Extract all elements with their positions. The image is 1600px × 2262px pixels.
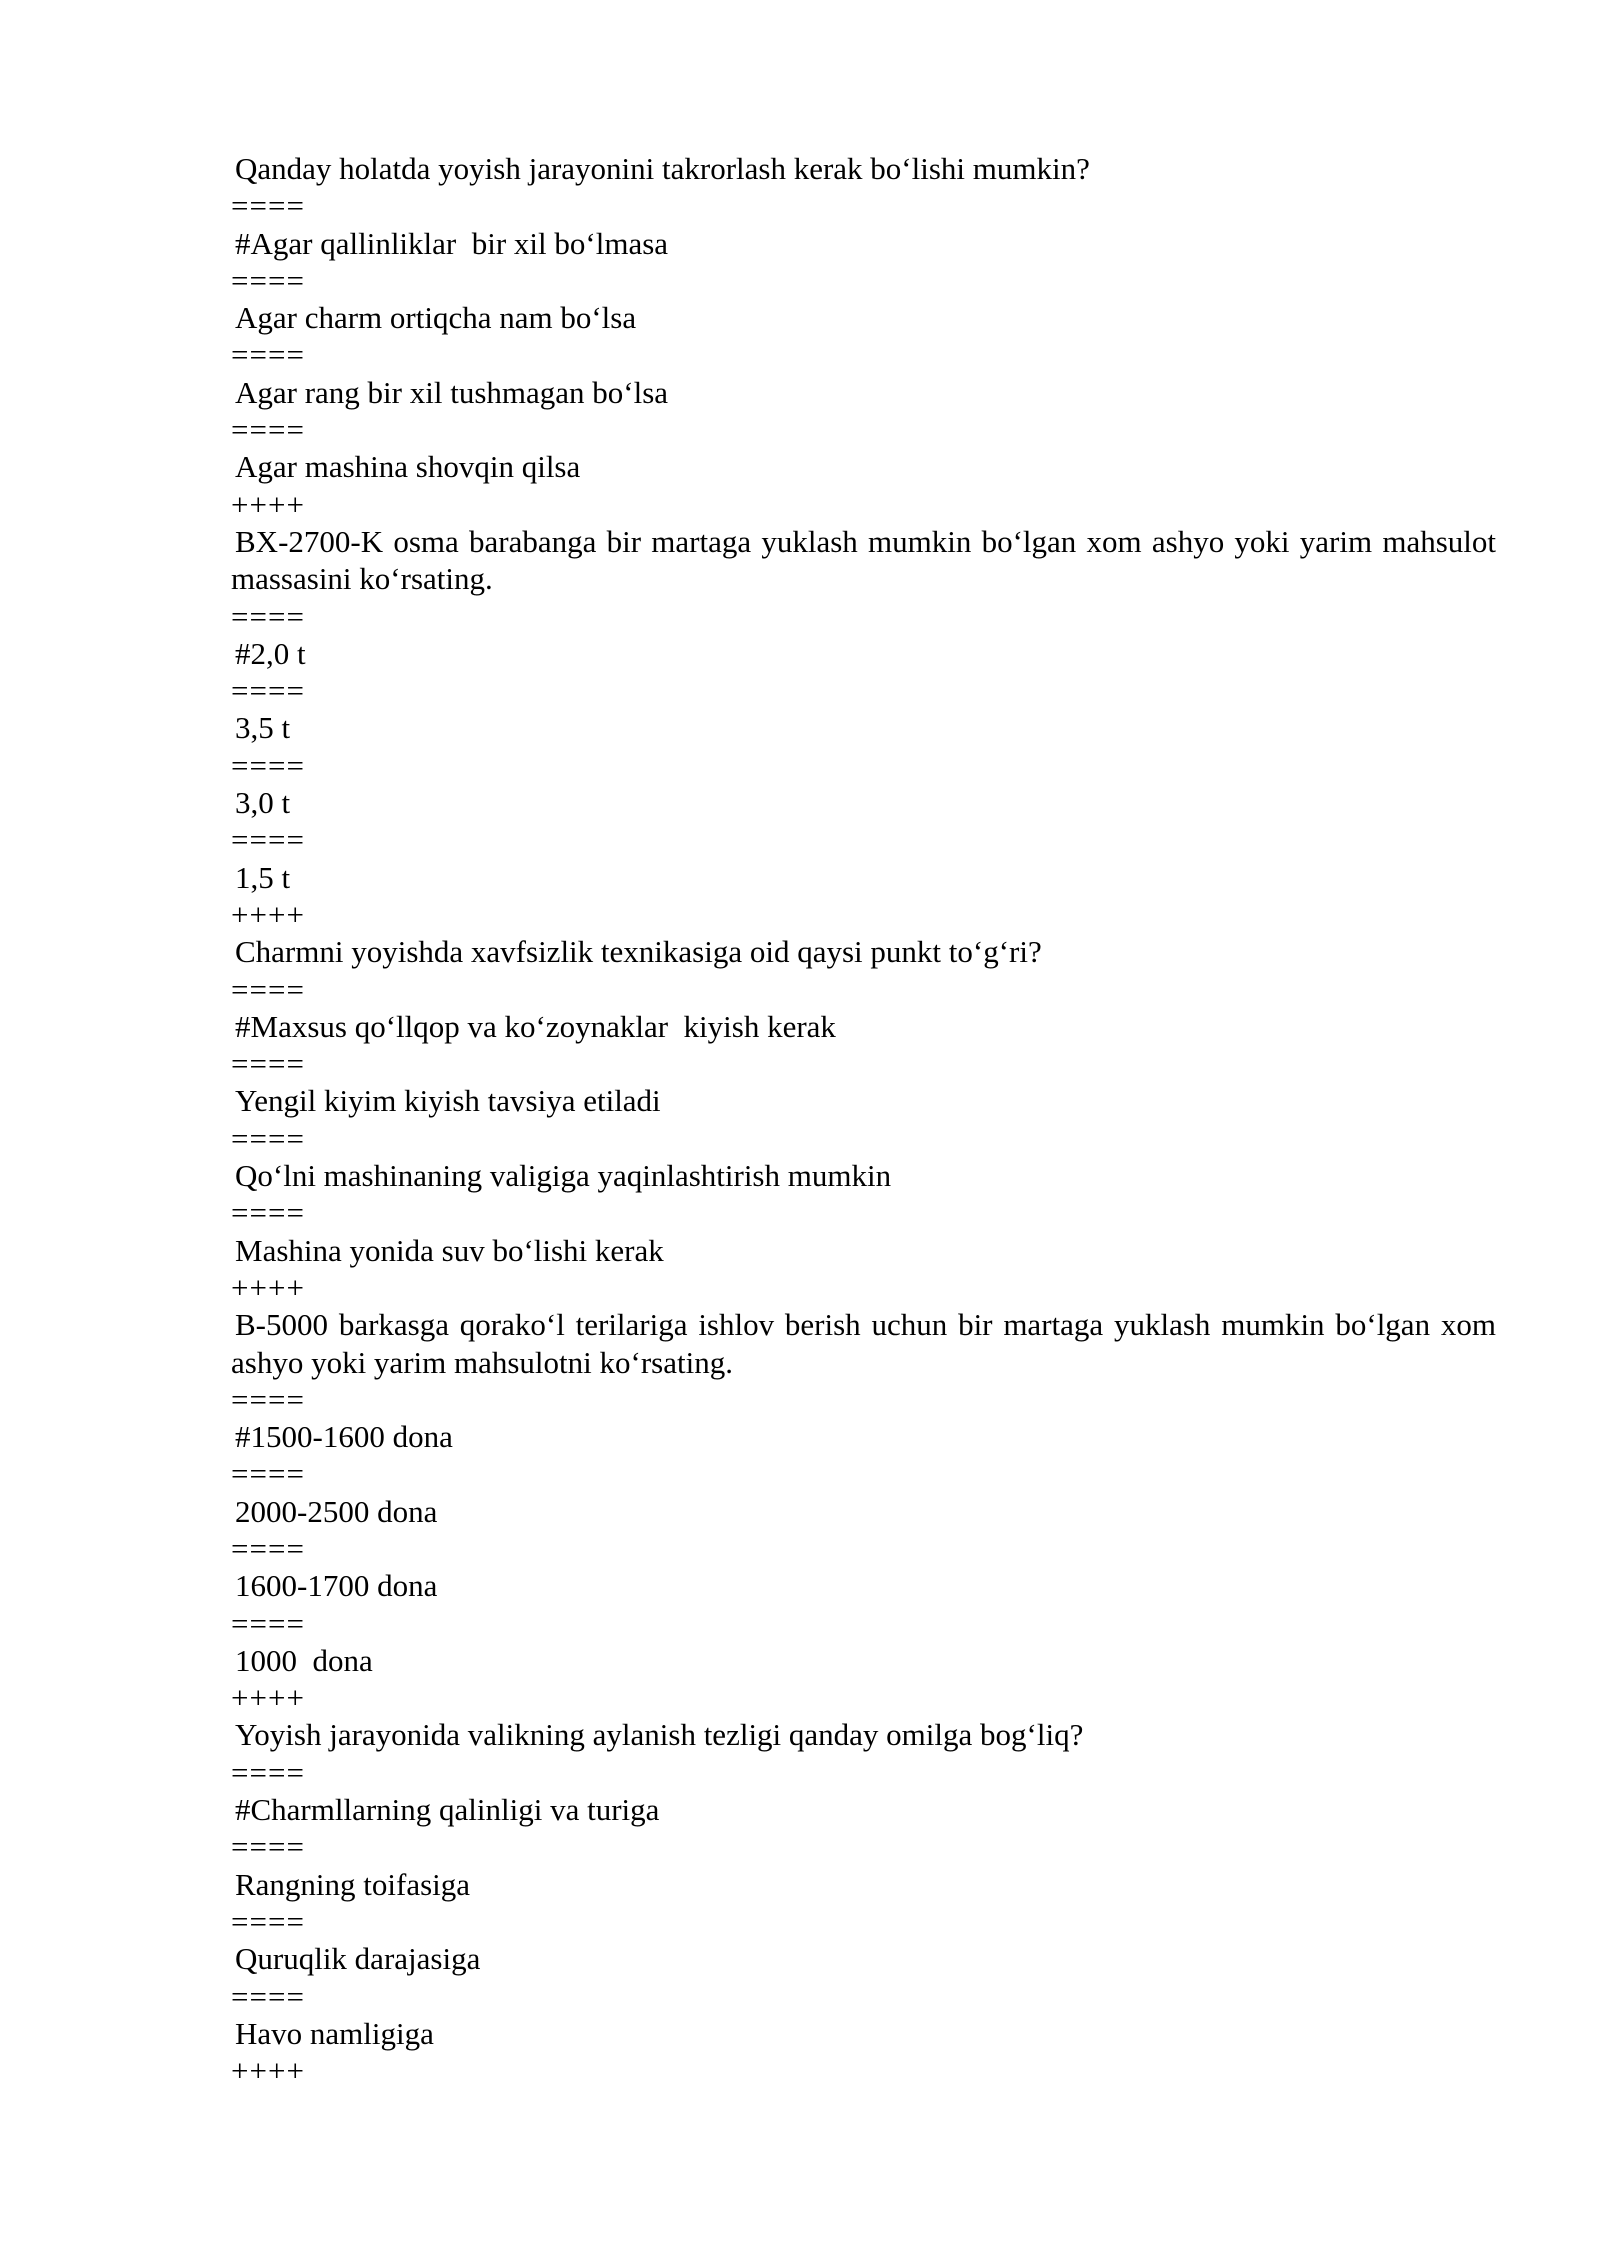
question-separator: ++++ bbox=[231, 1269, 305, 1305]
answer-4-1: #1500-1600 dona bbox=[235, 1419, 453, 1455]
answer-1-4: Agar mashina shovqin qilsa bbox=[235, 449, 581, 485]
question-separator: ++++ bbox=[231, 486, 305, 522]
question-5: Yoyish jarayonida valikning aylanish tezligi qanday omilga bog‘liq? bbox=[235, 1717, 1084, 1753]
question-2: BX-2700-K osma barabanga bir martaga yuklash mumkin bo‘lgan xom ashyo yoki yarim mahsulot massasini ko‘rsating. bbox=[231, 523, 1496, 597]
answer-separator: ==== bbox=[231, 747, 305, 783]
answer-2-2: 3,5 t bbox=[235, 710, 291, 746]
answer-separator: ==== bbox=[231, 1829, 305, 1865]
answer-4-4: 1000 dona bbox=[235, 1642, 373, 1678]
answer-separator: ==== bbox=[231, 1530, 305, 1566]
answer-2-3: 3,0 t bbox=[235, 785, 291, 821]
question-separator: ++++ bbox=[231, 2053, 305, 2089]
question-separator: ++++ bbox=[231, 896, 305, 932]
answer-5-4: Havo namligiga bbox=[235, 2015, 434, 2051]
answer-separator: ==== bbox=[231, 1605, 305, 1641]
document-page bbox=[231, 150, 1496, 2089]
answer-1-1: #Agar qallinliklar bir xil bo‘lmasa bbox=[235, 225, 669, 261]
answer-separator: ==== bbox=[231, 188, 305, 224]
answer-3-4: Mashina yonida suv bo‘lishi kerak bbox=[235, 1232, 664, 1268]
answer-1-3: Agar rang bir xil tushmagan bo‘lsa bbox=[235, 374, 669, 410]
answer-5-2: Rangning toifasiga bbox=[235, 1866, 471, 1902]
answer-separator: ==== bbox=[231, 822, 305, 858]
answer-2-1: #2,0 t bbox=[235, 635, 306, 671]
answer-separator: ==== bbox=[231, 337, 305, 373]
question-1: Qanday holatda yoyish jarayonini takrorlash kerak bo‘lishi mumkin? bbox=[235, 151, 1090, 186]
answer-4-3: 1600-1700 dona bbox=[235, 1568, 438, 1604]
answer-separator: ==== bbox=[231, 1046, 305, 1082]
answer-4-2: 2000-2500 dona bbox=[235, 1493, 438, 1529]
answer-3-3: Qo‘lni mashinaning valigiga yaqinlashtirish mumkin bbox=[235, 1158, 892, 1194]
answer-separator: ==== bbox=[231, 1195, 305, 1231]
answer-3-2: Yengil kiyim kiyish tavsiya etiladi bbox=[235, 1083, 661, 1119]
answer-separator: ==== bbox=[231, 1456, 305, 1492]
answer-5-3: Quruqlik darajasiga bbox=[235, 1941, 481, 1977]
question-4: B-5000 barkasga qorako‘l terilariga ishlov berish uchun bir martaga yuklash mumkin bo‘lgan xom ashyo yoki yarim mahsulotni ko‘rsating. bbox=[231, 1307, 1496, 1380]
question-separator: ++++ bbox=[231, 1680, 305, 1716]
answer-separator: ==== bbox=[231, 598, 305, 634]
answer-separator: ==== bbox=[231, 673, 305, 709]
answer-separator: ==== bbox=[231, 1381, 305, 1417]
answer-separator: ==== bbox=[231, 412, 305, 448]
answer-separator: ==== bbox=[231, 262, 305, 298]
answer-separator: ==== bbox=[231, 1120, 305, 1156]
answer-2-4: 1,5 t bbox=[235, 859, 291, 895]
answer-separator: ==== bbox=[231, 1978, 305, 2014]
answer-separator: ==== bbox=[231, 971, 305, 1007]
question-3: Charmni yoyishda xavfsizlik texnikasiga oid qaysi punkt to‘g‘ri? bbox=[235, 934, 1042, 970]
answer-separator: ==== bbox=[231, 1754, 305, 1790]
answer-separator: ==== bbox=[231, 1903, 305, 1939]
answer-1-2: Agar charm ortiqcha nam bo‘lsa bbox=[235, 300, 637, 336]
answer-3-1: #Maxsus qo‘llqop va ko‘zoynaklar kiyish kerak bbox=[235, 1008, 836, 1044]
answer-5-1: #Charmllarning qalinligi va turiga bbox=[235, 1792, 660, 1828]
